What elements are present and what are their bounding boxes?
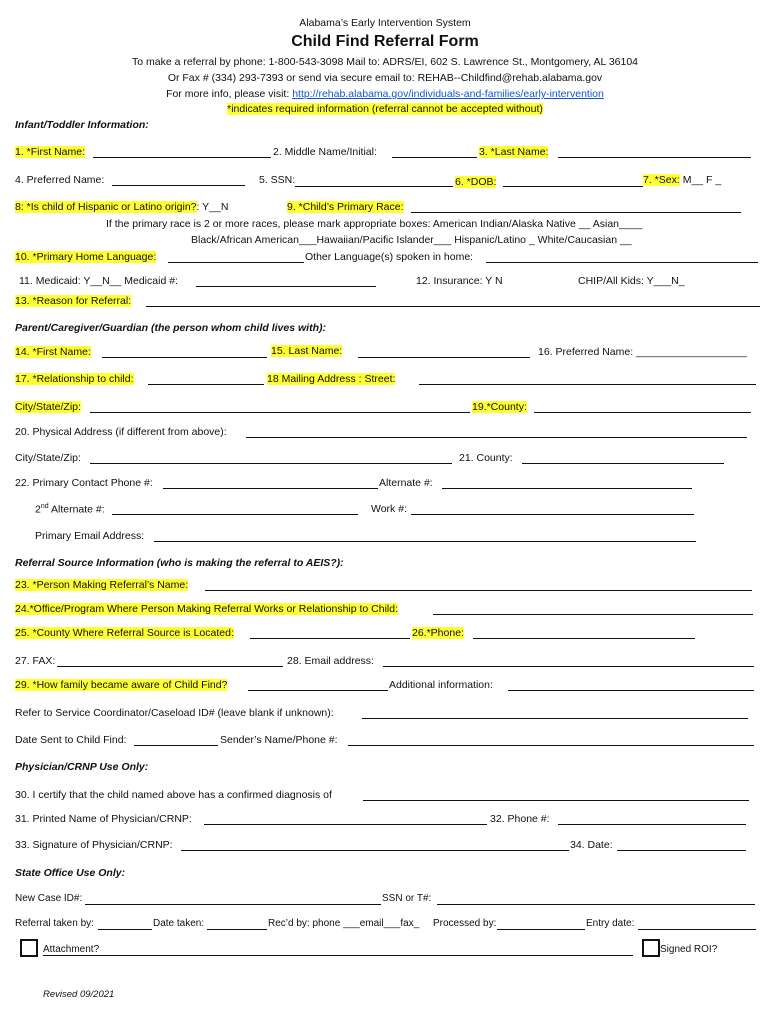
physical-county-field[interactable] [522, 463, 724, 464]
attachment-field[interactable] [43, 955, 633, 956]
physical-csz-label: City/State/Zip: [15, 452, 81, 464]
preferred-name-field[interactable] [112, 185, 245, 186]
physician-date-label: 34. Date: [570, 839, 613, 851]
signed-roi-label: Signed ROI? [660, 944, 718, 955]
physical-county-label: 21. County: [459, 452, 513, 464]
hispanic-options[interactable]: : Y__N [196, 201, 229, 213]
physician-name-field[interactable] [204, 824, 487, 825]
second-alt-sup: nd [40, 503, 49, 510]
email-address-field[interactable] [383, 666, 754, 667]
second-alternate-label [35, 503, 105, 516]
ssn-label: 5. SSN: [259, 174, 296, 186]
medicaid-label: 11. Medicaid: Y__N__ Medicaid #: [19, 275, 178, 287]
aware-label: 29. *How family became aware of Child Find? [15, 679, 228, 691]
physician-signature-label: 33. Signature of Physician/CRNP: [15, 839, 173, 851]
reason-label: 13. *Reason for Referral: [15, 295, 132, 307]
parent-last-name-field[interactable] [358, 357, 530, 358]
hispanic-group [15, 201, 228, 213]
processed-by-field[interactable] [497, 929, 585, 930]
email-address-label: 28. Email address: [287, 655, 374, 667]
attachment-label: Attachment? [43, 944, 100, 955]
email-label: Primary Email Address: [35, 530, 145, 542]
mailing-street-field[interactable] [419, 384, 756, 385]
referral-county-field[interactable] [250, 638, 410, 639]
processed-by-label: Processed by: [433, 918, 497, 929]
physician-phone-label: 32. Phone #: [490, 813, 550, 825]
taken-by-label: Referral taken by: [15, 918, 94, 929]
physical-address-label: 20. Physical Address (if different from above): [15, 426, 227, 438]
sex-label: 7. *Sex: [643, 174, 680, 186]
form-title: Child Find Referral Form [291, 33, 479, 50]
taken-by-field[interactable] [98, 929, 152, 930]
referral-heading: Referral Source Information (who is making the referral to AEIS?): [15, 557, 344, 569]
referral-phone-label: 26.*Phone: [412, 627, 464, 639]
last-name-field[interactable] [558, 157, 751, 158]
parent-first-name-label: 14. *First Name: [15, 346, 91, 358]
case-id-label: New Case ID#: [15, 893, 83, 904]
ssn-field[interactable] [295, 186, 453, 187]
physician-name-label: 31. Printed Name of Physician/CRNP: [15, 813, 192, 825]
physical-address-field[interactable] [246, 437, 747, 438]
other-language-label: Other Language(s) spoken in home: [305, 251, 474, 263]
date-sent-label: Date Sent to Child Find: [15, 734, 127, 746]
parent-preferred-name-label[interactable]: 16. Preferred Name: ___________________ [538, 346, 747, 358]
date-taken-field[interactable] [207, 929, 267, 930]
infant-heading: Infant/Toddler Information: [15, 119, 149, 131]
office-program-label: 24.*Office/Program Where Person Making Referral Works or Relationship to Child: [15, 603, 399, 615]
medicaid-field[interactable] [196, 286, 376, 287]
dob-label: 6. *DOB: [455, 176, 497, 188]
parent-last-name-label: 15. Last Name: [271, 345, 343, 357]
last-name-label: 3. *Last Name: [479, 146, 549, 158]
case-id-field[interactable] [85, 904, 381, 905]
aware-field[interactable] [248, 690, 388, 691]
diagnosis-field[interactable] [363, 800, 749, 801]
required-note-wrap [0, 103, 770, 115]
county-field[interactable] [534, 412, 751, 413]
first-name-label: 1. *First Name: [15, 146, 86, 158]
other-language-field[interactable] [486, 262, 758, 263]
primary-phone-field[interactable] [163, 488, 378, 489]
email-field[interactable] [154, 541, 696, 542]
revised-date: Revised 09/2021 [43, 989, 115, 1000]
physician-heading: Physician/CRNP Use Only: [15, 761, 149, 773]
county-label: 19.*County: [472, 401, 527, 413]
additional-info-label: Additional information: [389, 679, 493, 691]
work-field[interactable] [411, 514, 694, 515]
ssn-t-field[interactable] [437, 904, 755, 905]
city-state-zip-label: City/State/Zip: [15, 401, 81, 413]
hispanic-label: 8: *Is child of Hispanic or Latino origin? [15, 201, 197, 213]
alternate-field[interactable] [442, 488, 692, 489]
sex-options[interactable]: M__ F _ [679, 174, 722, 186]
physician-date-field[interactable] [617, 850, 746, 851]
date-sent-field[interactable] [134, 745, 218, 746]
contact-line-1: To make a referral by phone: 1-800-543-3098 Mail to: ADRS/EI, 602 S. Lawrence St., Montgomery, AL 36104 [131, 56, 639, 68]
chip-label[interactable]: CHIP/All Kids: Y___N_ [578, 275, 685, 287]
sender-field[interactable] [348, 745, 754, 746]
parent-first-name-field[interactable] [102, 357, 267, 358]
coordinator-label: Refer to Service Coordinator/Caseload ID# (leave blank if unknown): [15, 707, 334, 719]
parent-heading: Parent/Caregiver/Guardian (the person whom child lives with): [15, 322, 326, 334]
referrer-name-field[interactable] [205, 590, 752, 591]
middle-name-label: 2. Middle Name/Initial: [273, 146, 377, 158]
system-name: Alabama’s Early Intervention System [299, 17, 471, 29]
insurance-label[interactable]: 12. Insurance: Y N [416, 275, 503, 287]
date-taken-label: Date taken: [153, 918, 205, 929]
referral-phone-field[interactable] [473, 638, 695, 639]
race-options-2[interactable]: Black/African American___Hawaiian/Pacific Islander___ Hispanic/Latino _ White/Caucasian __ [191, 234, 632, 246]
diagnosis-label: 30. I certify that the child named above has a confirmed diagnosis of [15, 789, 332, 801]
physician-signature-field[interactable] [181, 850, 569, 851]
second-alt-num: 2 [35, 503, 41, 516]
primary-phone-label: 22. Primary Contact Phone #: [15, 477, 153, 489]
ssn-t-label: SSN or T#: [382, 893, 432, 904]
coordinator-field[interactable] [362, 718, 748, 719]
recd-by-label[interactable]: Rec’d by: phone ___email___fax_ [268, 918, 420, 929]
physician-phone-field[interactable] [558, 824, 746, 825]
preferred-name-label: 4. Preferred Name: [15, 174, 105, 186]
info-prefix: For more info, please visit: [166, 88, 293, 100]
state-heading: State Office Use Only: [15, 867, 126, 879]
contact-line-2: Or Fax # (334) 293-7393 or send via secure email to: REHAB--Childfind@rehab.alabama.gov [167, 72, 603, 84]
physical-csz-field[interactable] [90, 463, 452, 464]
race-field[interactable] [411, 212, 741, 213]
fax-label: 27. FAX: [15, 655, 56, 667]
first-name-field[interactable] [93, 157, 271, 158]
sex-group [643, 174, 721, 186]
entry-date-field[interactable] [638, 929, 756, 930]
alternate-label: Alternate #: [379, 477, 433, 489]
race-options-1[interactable]: If the primary race is 2 or more races, please mark appropriate boxes: American Indian/Alaska Native __ Asian____ [106, 218, 643, 230]
home-language-label: 10. *Primary Home Language: [15, 251, 157, 263]
mailing-street-label: 18 Mailing Address : Street: [267, 373, 396, 385]
sender-label: Sender’s Name/Phone #: [220, 734, 338, 746]
referrer-name-label: 23. *Person Making Referral’s Name: [15, 579, 189, 591]
dob-field[interactable] [503, 186, 643, 187]
attachment-checkbox[interactable] [20, 939, 38, 957]
second-alternate-field[interactable] [112, 514, 358, 515]
office-program-field[interactable] [433, 614, 753, 615]
referral-county-label: 25. *County Where Referral Source is Located: [15, 627, 234, 639]
reason-field[interactable] [146, 306, 760, 307]
city-state-zip-field[interactable] [90, 412, 470, 413]
fax-field[interactable] [57, 666, 283, 667]
middle-name-field[interactable] [392, 157, 477, 158]
work-label: Work #: [371, 503, 407, 515]
relationship-label: 17. *Relationship to child: [15, 373, 134, 385]
contact-line-3 [0, 88, 770, 100]
info-link[interactable]: http://rehab.alabama.gov/individuals-and-families/early-intervention [292, 88, 604, 100]
second-alt-text: Alternate #: [48, 503, 105, 516]
entry-date-label: Entry date: [586, 918, 635, 929]
relationship-field[interactable] [148, 384, 264, 385]
race-label: 9. *Child’s Primary Race: [287, 201, 404, 213]
signed-roi-checkbox[interactable] [642, 939, 660, 957]
additional-info-field[interactable] [508, 690, 754, 691]
home-language-field[interactable] [168, 262, 304, 263]
required-note: *indicates required information (referral cannot be accepted without) [227, 103, 543, 115]
